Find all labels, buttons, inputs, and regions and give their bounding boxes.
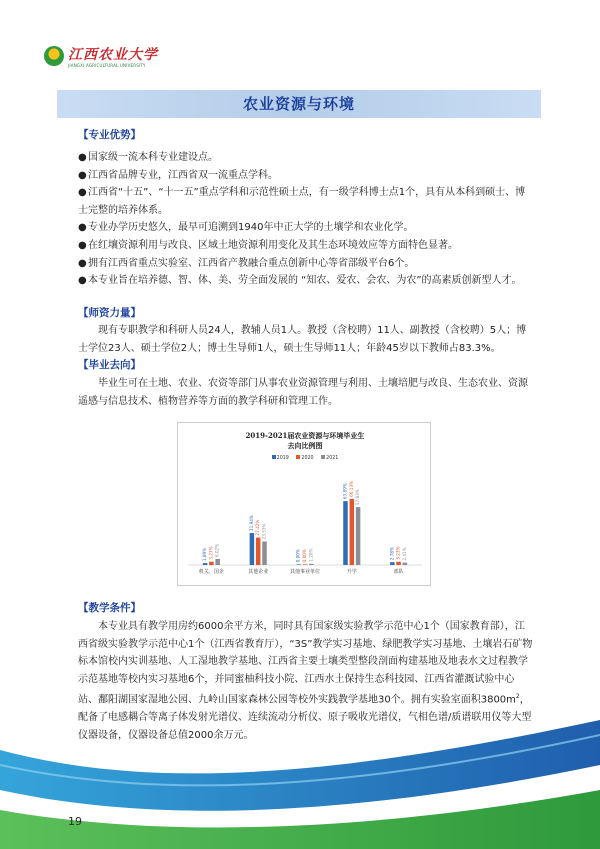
- data-label-2020-2: 0.00%: [302, 549, 307, 563]
- data-label-2019-3: 63.89%: [342, 483, 348, 500]
- list-item: ●国家级一流本科专业建设点。: [78, 149, 530, 167]
- bar-2019-4: [390, 562, 395, 565]
- graduate-destination-chart: [177, 422, 431, 586]
- list-item: ●本专业旨在培养德、智、体、美、劳全面发展的 “知农、爱农、会农、为农”的高素质创新型人才。: [78, 272, 530, 290]
- data-label-2019-4: 2.78%: [389, 546, 395, 561]
- logo-emblem-icon: [44, 46, 64, 66]
- category-label-2: 其他事业单位: [289, 569, 321, 575]
- bar-2021-3: [356, 507, 361, 565]
- list-item: ●江西省品牌专业，江西省双一流重点学科。: [78, 167, 530, 185]
- data-label-2020-0: 3.27%: [208, 546, 214, 560]
- legend-item-2019: 2019: [272, 456, 289, 461]
- legend-item-2020: 2020: [296, 456, 313, 461]
- bullet-icon: ●: [78, 152, 87, 163]
- section-label-advantage: 【专业优势】: [78, 129, 141, 141]
- list-item: ●在红壤资源利用与改良、区域土地资源利用变化及其生态环境效应等方面特色显著。: [78, 237, 530, 255]
- bar-2020-4: [396, 562, 401, 565]
- list-item: ●江西省“十五”、“十一五”重点学科和示范性硕士点，有一级学科博士点1个，具有从本科到硕士、博士完整的培养体系。: [78, 184, 530, 219]
- bar-2021-2: [309, 564, 314, 565]
- data-label-2021-4: 2.41%: [401, 547, 407, 561]
- logo-name: 江西农业大学: [68, 47, 158, 63]
- bullet-icon: ●: [78, 275, 87, 287]
- page-number: 19: [68, 815, 82, 828]
- bar-2019-1: [250, 533, 255, 565]
- bullet-icon: ●: [78, 169, 87, 181]
- bar-2020-1: [256, 538, 261, 565]
- bullet-icon: ●: [78, 222, 87, 234]
- section-label-conditions: 【教学条件】: [78, 602, 141, 614]
- category-label-0: 机关、国企: [198, 569, 224, 575]
- bullet-icon: ●: [78, 239, 87, 251]
- data-label-2021-0: 6.02%: [214, 543, 220, 557]
- bar-2019-2: [296, 564, 301, 565]
- data-label-2019-1: 31.94%: [248, 515, 254, 532]
- category-label-4: 部队: [393, 569, 404, 575]
- chart-plot: [178, 423, 432, 587]
- bar-2021-4: [403, 563, 408, 565]
- list-item: ●专业办学历史悠久，最早可追溯到1940年中正大学的土壤学和农业化学。: [78, 219, 530, 237]
- university-logo: [44, 44, 164, 76]
- bar-2019-0: [203, 563, 208, 565]
- data-label-2021-1: 23.53%: [261, 523, 267, 540]
- conditions-paragraph: 本专业具有教学用房约6000余平方米，同时具有国家级实验教学示范中心1个（国家教育部），江西省级实验教学示范中心1个（江西省教育厅），“3S”教学实习基地、绿肥教学实习基地、土壤岩石矿物标本馆校内实训基地、人工湿地教学基地、江西省主要土壤类型整段剖面构建基地及地表水文过程教学示范基地等校内实习基地6个，并同蜜柚科技小院、江西水土保持生态科技园、江西省灌溉试验中心站、鄱阳湖国家湿地公园、九岭山国家森林公园等校外实践教学基地30个。拥有实验室面积$3800m^2$，配备了电感耦合等离子体发射光谱仪、连续流动分析仪、原子吸收光谱仪，气相色谱/质谱联用仪等大型仪器设备，仪器设备总值2000余万元。: [78, 621, 533, 741]
- section-label-faculty: 【师资力量】: [78, 307, 141, 319]
- bar-2020-3: [350, 499, 355, 565]
- section-label-graduate: 【毕业去向】: [78, 359, 141, 371]
- data-label-2020-1: 27.42%: [255, 519, 261, 536]
- category-label-1: 其他企业: [248, 569, 269, 575]
- bar-2020-0: [209, 562, 214, 565]
- data-label-2020-4: 3.23%: [395, 546, 401, 560]
- bullet-icon: ●: [78, 187, 87, 199]
- page-title: 农业资源与环境: [242, 95, 355, 113]
- data-label-2021-2: 1.20%: [308, 548, 314, 562]
- chart-title-line-1: 2019-2021届农业资源与环境毕业生: [245, 431, 365, 440]
- advantage-list: [78, 149, 530, 290]
- bar-2020-2: [303, 564, 308, 565]
- decorative-waves: [0, 690, 600, 849]
- category-label-3: 升学: [346, 569, 357, 575]
- bar-2019-3: [343, 501, 348, 565]
- bullet-icon: ●: [78, 257, 87, 269]
- list-item: ●拥有江西省重点实验室、江西省产教融合重点创新中心等省部级平台6个。: [78, 255, 530, 273]
- chart-title-line-2: 去向比例图: [287, 441, 323, 450]
- title-banner: [57, 90, 541, 118]
- graduate-paragraph: 毕业生可在土地、农业、农资等部门从事农业资源管理与利用、土壤培肥与改良、生态农业、资源遥感与信息技术、植物营养等方面的教学科研和管理工作。: [78, 378, 528, 407]
- data-label-2020-3: 66.13%: [348, 480, 354, 497]
- bar-2021-1: [262, 541, 267, 565]
- faculty-paragraph: 现有专职教学和科研人员24人，教辅人员1人。教授（含校聘）11人、副教授（含校聘）5人；博士学位23人、硕士学位2人；博士生导师1人，硕士生导师11人；年龄45岁以下教师占83.3%。: [78, 325, 527, 354]
- legend-item-2021: 2021: [321, 456, 338, 461]
- bar-2021-0: [215, 559, 220, 565]
- data-label-2019-0: 1.89%: [202, 547, 208, 562]
- logo-subtitle: JIANGXI AGRICULTURAL UNIVERSITY: [68, 63, 146, 68]
- data-label-2019-2: 0.00%: [295, 549, 301, 563]
- data-label-2021-3: 57.83%: [355, 489, 361, 506]
